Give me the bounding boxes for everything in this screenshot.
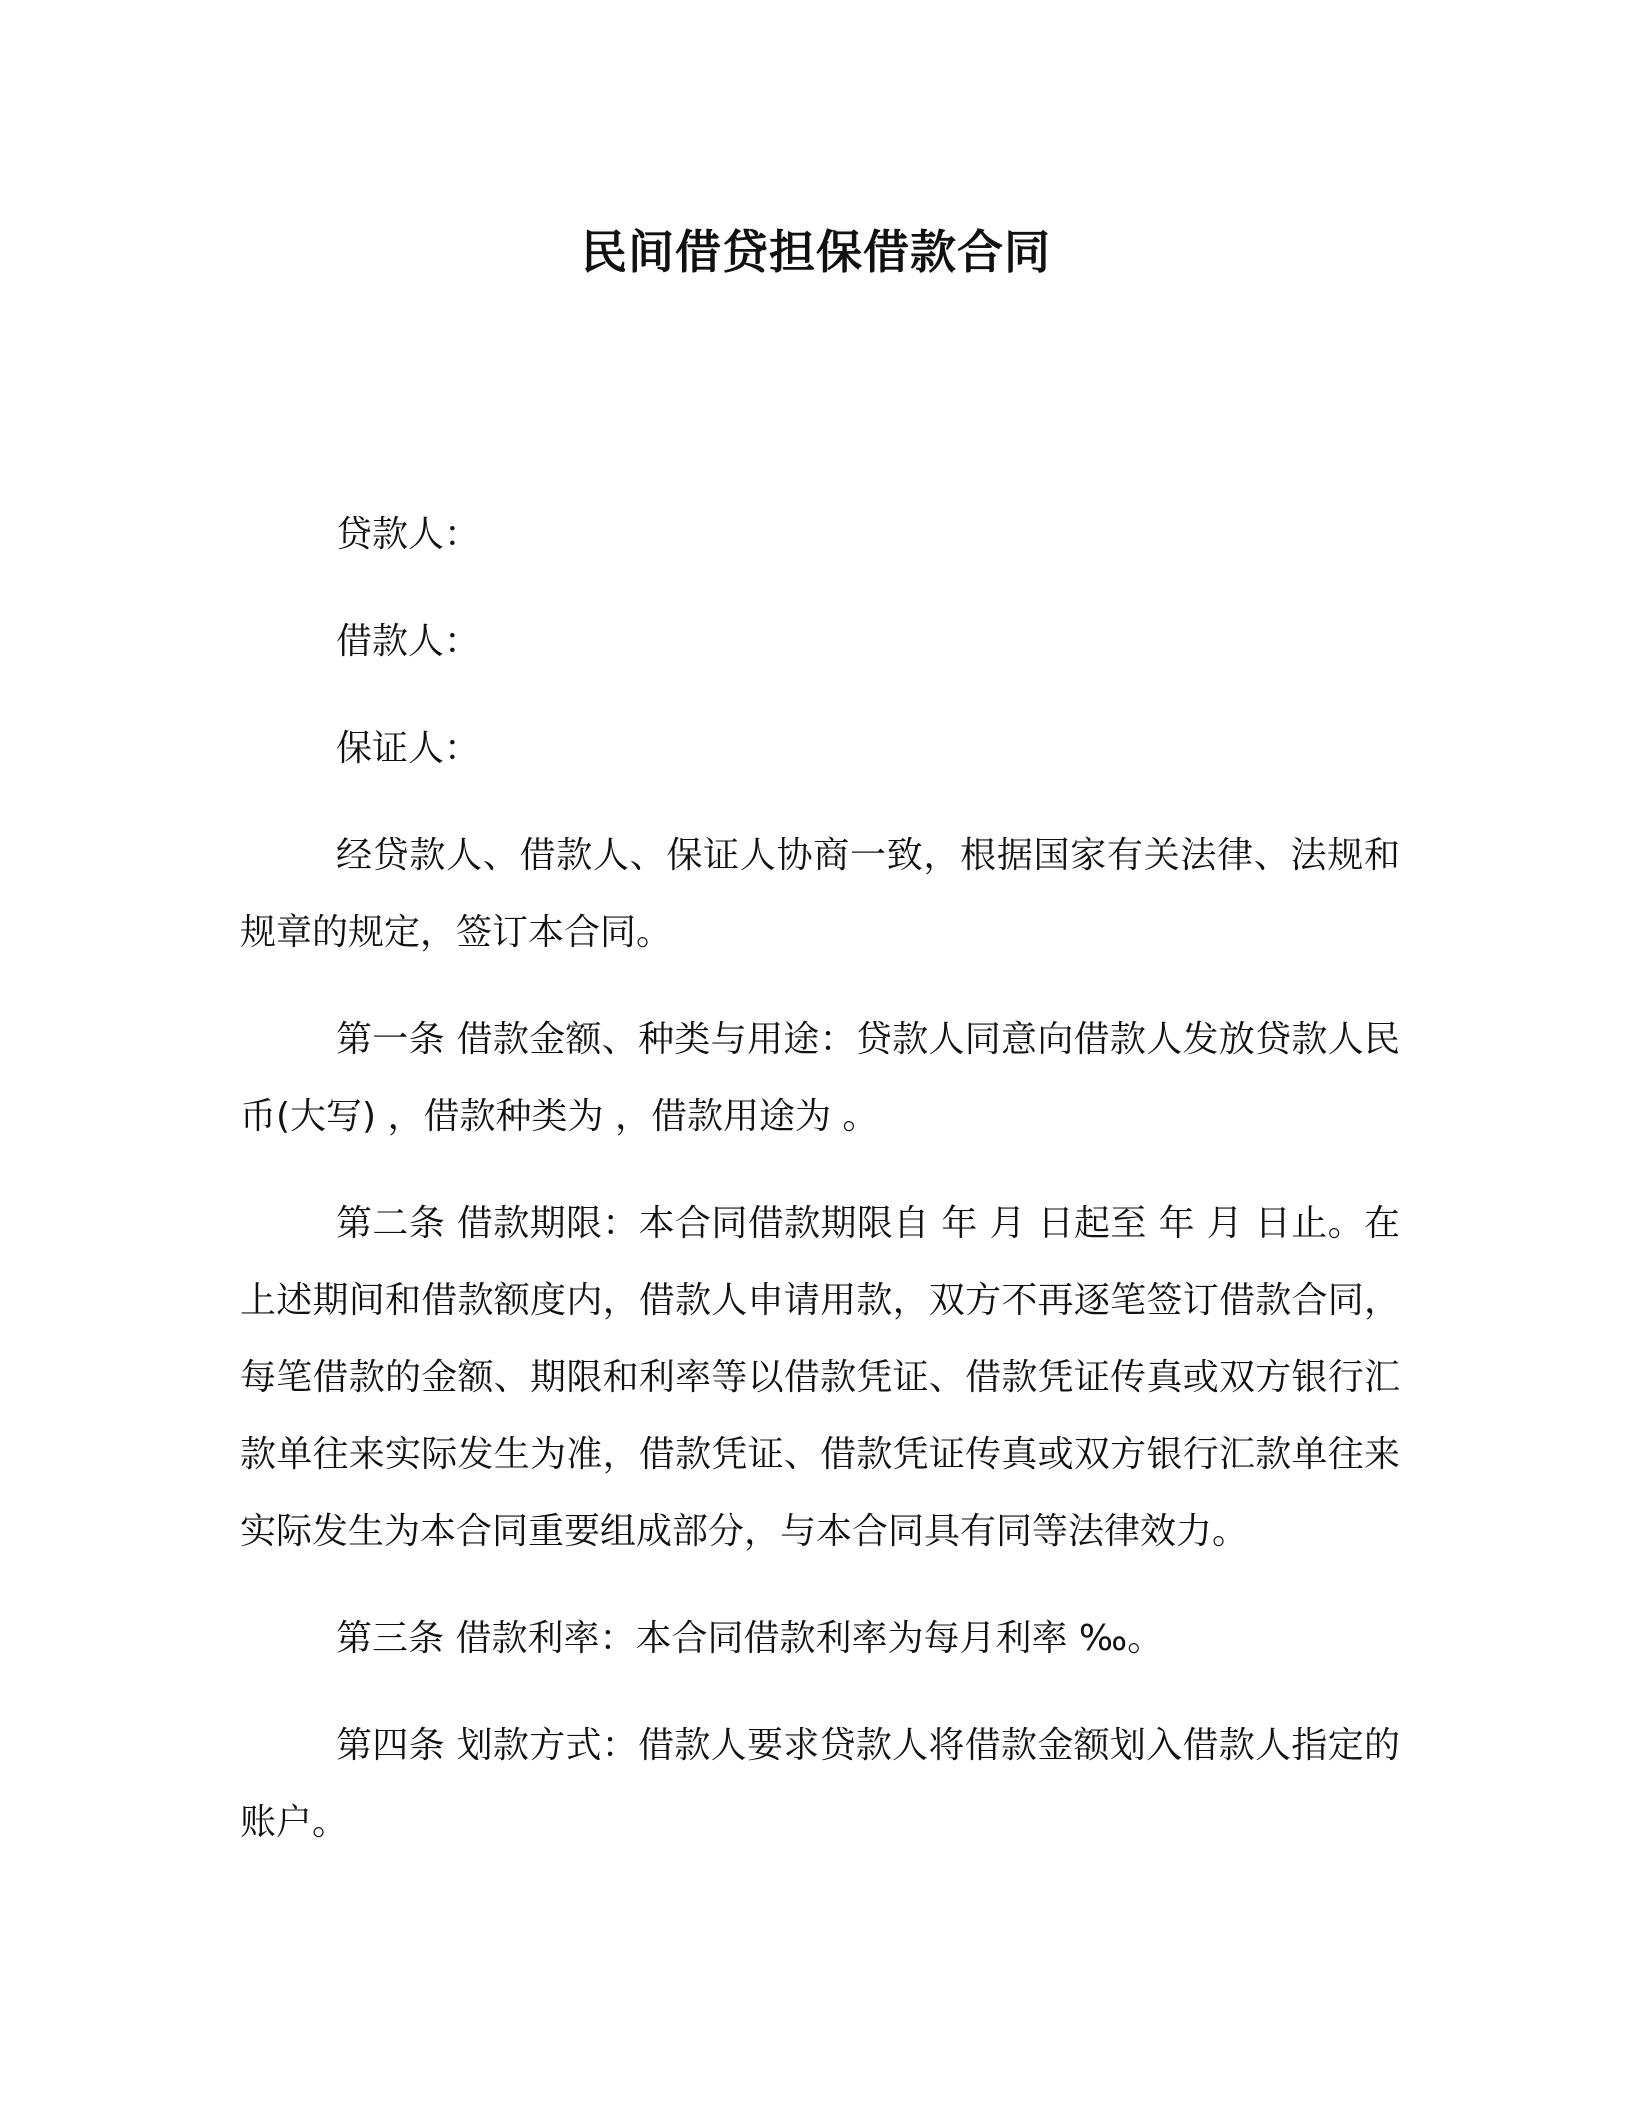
article-4-paragraph: 第四条 划款方式：借款人要求贷款人将借款金额划入借款人指定的账户。 <box>240 1725 1400 1843</box>
borrower-line: 借款人： <box>336 621 481 662</box>
preamble-paragraph: 经贷款人、借款人、保证人协商一致，根据国家有关法律、法规和规章的规定，签订本合同。 <box>240 835 1400 953</box>
article-1-paragraph: 第一条 借款金额、种类与用途：贷款人同意向借款人发放贷款人民币(大写) ，借款种类为 ，借款用途为 。 <box>240 1019 1400 1137</box>
article-2-paragraph: 第二条 借款期限：本合同借款期限自 年 月 日起至 年 月 日止。在上述期间和借款额度内，借款人申请用款，双方不再逐笔签订借款合同，每笔借款的金额、期限和利率等以借款凭证、借款凭证传真或双方银行汇款单往来实际发生为准，借款凭证、借款凭证传真或双方银行汇款单往来实际发生为本合同重要组成部分，与本合同具有同等法律效力。 <box>240 1203 1400 1552</box>
guarantor-line: 保证人： <box>336 728 481 769</box>
document-body <box>240 496 1400 1891</box>
lender-line: 贷款人： <box>336 514 481 555</box>
article-3-paragraph: 第三条 借款利率：本合同借款利率为每月利率 ‰。 <box>336 1618 1164 1659</box>
document-title: 民间借贷担保借款合同 <box>581 225 1051 279</box>
